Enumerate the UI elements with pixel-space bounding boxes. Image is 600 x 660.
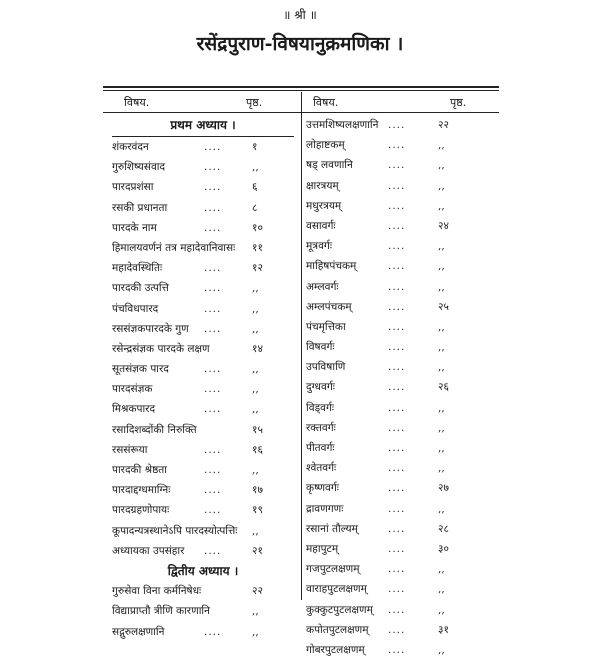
entry-page-number: ,, — [252, 302, 259, 315]
entry-title: मिश्रकपारद — [112, 403, 156, 416]
leader-dots: .... — [204, 403, 222, 416]
entry-page-number: ,, — [438, 280, 445, 293]
contents-entry — [306, 559, 496, 579]
entry-page-number: २२ — [438, 119, 449, 131]
leader-dots: .... — [388, 643, 406, 656]
contents-entry — [306, 196, 496, 216]
entry-title: शंकरवंदन — [112, 141, 149, 153]
entry-title: विद्याप्राप्तौ त्रीणि कारणानि — [112, 605, 210, 618]
entry-title: पंचविधपारद — [112, 302, 159, 315]
entry-page-number: ,, — [438, 643, 445, 656]
entry-title: कपोतपुटलक्षणम् — [306, 623, 369, 636]
entry-page-number: ६ — [252, 181, 258, 194]
leader-dots: .... — [388, 522, 406, 535]
leader-dots: .... — [204, 484, 222, 497]
entry-page-number: ,, — [438, 199, 445, 212]
entry-title: कुक्कुटपुटलक्षणम् — [306, 603, 373, 616]
contents-entry — [306, 600, 496, 620]
contents-entry — [306, 155, 496, 175]
entry-page-number: ,, — [438, 421, 445, 434]
contents-entry — [112, 601, 294, 621]
entry-title: मूत्रवर्गः — [306, 240, 332, 253]
leader-dots: .... — [204, 262, 222, 275]
leader-dots: .... — [388, 542, 406, 555]
chapter-heading-label: द्वितीय अध्याय । — [167, 563, 239, 578]
entry-page-number: ,, — [252, 363, 259, 376]
entry-page-number: ,, — [252, 464, 259, 476]
entry-page-number: ,, — [252, 282, 259, 295]
top-rule — [103, 86, 499, 88]
entry-page-number: ,, — [252, 383, 259, 396]
leader-dots: .... — [388, 219, 406, 232]
entry-page-number: २८ — [438, 522, 449, 535]
entry-title: विषवर्गः — [306, 341, 335, 354]
entry-title: श्वेतवर्गः — [306, 462, 337, 475]
entry-title: पारदकी श्रेष्ठता — [112, 464, 167, 476]
leader-dots: .... — [204, 141, 222, 153]
entry-page-number: ,, — [438, 462, 445, 475]
contents-entry — [112, 460, 294, 480]
contents-entry — [112, 339, 294, 359]
entry-page-number: १ — [252, 141, 258, 153]
leader-dots: .... — [388, 139, 406, 152]
entry-page-number: ११ — [252, 241, 263, 254]
entry-page-number: ८ — [252, 201, 258, 214]
leader-dots: .... — [204, 282, 222, 295]
entry-page-number: २१ — [252, 544, 263, 557]
entry-page-number: ,, — [438, 361, 445, 374]
entry-page-number: २४ — [438, 219, 449, 232]
entry-title: महापुटम् — [306, 542, 339, 555]
contents-entry — [306, 620, 496, 640]
contents-entry — [112, 480, 294, 500]
entry-title: रसानां तौल्यम् — [306, 522, 358, 535]
entry-title: पीतवर्गः — [306, 442, 335, 454]
entry-title: रसादिशब्दोंकी निरुक्ति — [112, 423, 197, 436]
page-title: रसेंद्रपुराण-विषयानुक्रमणिका । — [196, 33, 404, 55]
contents-entry — [112, 319, 294, 339]
right-subject-header: विषय. — [313, 96, 339, 109]
entry-title: पारदकी उत्पत्ति — [112, 282, 169, 295]
entry-page-number: ,, — [438, 442, 445, 454]
left-page-header: पृष्ठ. — [246, 96, 263, 109]
contents-entry — [306, 115, 496, 135]
leader-dots: .... — [204, 161, 222, 174]
leader-dots: .... — [388, 502, 406, 515]
entry-page-number: ,, — [438, 260, 445, 273]
contents-entry — [306, 337, 496, 357]
contents-entry — [306, 135, 496, 155]
top-rule-thin — [103, 90, 499, 91]
entry-page-number: २५ — [438, 300, 449, 313]
entry-title: मधुरत्रयम् — [306, 199, 342, 212]
leader-dots: .... — [204, 221, 222, 234]
entry-title: अध्यायका उपसंहार — [112, 544, 185, 557]
entry-title: विड्वर्गः — [306, 401, 335, 414]
entry-page-number: ,, — [438, 240, 445, 253]
left-subject-header: विषय. — [124, 96, 150, 109]
entry-title: रक्तवर्गः — [306, 421, 336, 434]
entry-page-number: ,, — [252, 625, 259, 638]
contents-entry — [306, 519, 496, 539]
leader-dots: .... — [204, 383, 222, 396]
entry-page-number: ,, — [438, 502, 445, 515]
entry-title: गोबरपुटलक्षणम् — [306, 643, 365, 656]
entry-title: अम्लपंचकम् — [306, 300, 352, 313]
contents-entry — [306, 377, 496, 397]
entry-title: पारदाद्दग्धमाग्निः — [112, 484, 171, 497]
entry-page-number: १४ — [252, 342, 263, 355]
entry-title: सद्गुरुलक्षणानि — [112, 625, 165, 638]
leader-dots: .... — [388, 119, 406, 131]
entry-title: महादेवस्थितिः — [112, 262, 163, 275]
entry-title: पारदप्रशंसा — [112, 181, 154, 194]
entry-page-number: ,, — [438, 401, 445, 414]
contents-entry — [306, 438, 496, 458]
entry-title: रससंज्ञकपारदके गुण — [112, 322, 189, 335]
entry-title: पारदके नाम — [112, 221, 157, 234]
entry-title: दुग्धवर्गः — [306, 381, 335, 394]
leader-dots: .... — [388, 623, 406, 636]
entry-title: पारदग्रहणोपायः — [112, 504, 170, 517]
leader-dots: .... — [204, 625, 222, 638]
contents-entry — [306, 317, 496, 337]
contents-entry — [112, 177, 294, 197]
entry-title: अम्लवर्गः — [306, 280, 339, 293]
contents-entry — [112, 359, 294, 379]
entry-page-number: ,, — [438, 341, 445, 354]
leader-dots: .... — [388, 421, 406, 434]
entry-title: वाराहपुटलक्षणम् — [306, 583, 367, 596]
contents-entry — [112, 198, 294, 218]
leader-dots: .... — [388, 482, 406, 495]
entry-page-number: १७ — [252, 484, 263, 497]
contents-entry — [112, 500, 294, 520]
leader-dots: .... — [204, 363, 222, 376]
entry-page-number: ,, — [438, 320, 445, 333]
contents-entry — [306, 418, 496, 438]
entry-page-number: ,, — [252, 322, 259, 335]
entry-title: कूपादन्यत्रस्थानेऽपि पारदस्योत्पत्तिः — [112, 524, 238, 537]
entry-page-number: २६ — [438, 381, 449, 394]
entry-page-number: ,, — [438, 179, 445, 192]
leader-dots: .... — [204, 544, 222, 557]
leader-dots: .... — [204, 181, 222, 194]
contents-entry — [112, 258, 294, 278]
entry-title: सूतसंज्ञक पारद — [112, 363, 169, 376]
leader-dots: .... — [388, 603, 406, 616]
contents-entry — [306, 236, 496, 256]
leader-dots: .... — [388, 260, 406, 273]
contents-entry — [112, 278, 294, 298]
leader-dots: .... — [388, 563, 406, 576]
right-page-header: पृष्ठ. — [450, 96, 467, 109]
leader-dots: .... — [388, 280, 406, 293]
contents-entry — [306, 398, 496, 418]
entry-title: क्षारत्रयम् — [306, 179, 339, 192]
contents-entry — [112, 218, 294, 238]
entry-page-number: १५ — [252, 423, 263, 436]
entry-title: पारदसंज्ञक — [112, 383, 153, 396]
leader-dots: .... — [388, 462, 406, 475]
entry-page-number: ,, — [252, 605, 259, 618]
entry-title: पंचमृत्तिका — [306, 320, 346, 333]
entry-page-number: ,, — [438, 563, 445, 576]
entry-page-number: ,, — [438, 159, 445, 172]
entry-page-number: १९ — [252, 504, 263, 517]
entry-title: द्रावणगणः — [306, 502, 344, 515]
entry-title: रससंरूया — [112, 443, 148, 456]
entry-page-number: २२ — [252, 585, 263, 598]
entry-title: रसेन्द्रसंज्ञक पारदके लक्षण — [112, 342, 210, 355]
left-contents-column — [112, 115, 294, 642]
entry-title: गजपुटलक्षणम् — [306, 563, 360, 576]
column-divider — [301, 92, 302, 600]
leader-dots: .... — [388, 401, 406, 414]
contents-entry — [112, 440, 294, 460]
entry-page-number: ,, — [438, 603, 445, 616]
contents-entry — [112, 137, 294, 157]
contents-entry — [306, 579, 496, 599]
leader-dots: .... — [388, 179, 406, 192]
contents-entry — [306, 357, 496, 377]
entry-title: हिमालयवर्णनं तत्र महादेवानिवासः — [112, 241, 236, 254]
contents-entry — [112, 379, 294, 399]
entry-page-number: ३१ — [438, 623, 449, 636]
contents-entry — [306, 277, 496, 297]
chapter-heading — [112, 115, 294, 137]
contents-entry — [306, 297, 496, 317]
entry-page-number: १६ — [252, 443, 263, 456]
contents-entry — [306, 176, 496, 196]
contents-entry — [112, 420, 294, 440]
entry-page-number: १० — [252, 221, 263, 234]
leader-dots: .... — [204, 302, 222, 315]
contents-entry — [112, 399, 294, 419]
leader-dots: .... — [204, 322, 222, 335]
leader-dots: .... — [388, 199, 406, 212]
contents-entry — [306, 478, 496, 498]
leader-dots: .... — [388, 361, 406, 374]
contents-entry — [112, 157, 294, 177]
entry-page-number: ,, — [252, 161, 259, 174]
entry-title: माहिषपंचकम् — [306, 260, 357, 273]
entry-title: रसकी प्रधानता — [112, 201, 168, 214]
contents-entry — [306, 640, 496, 660]
contents-entry — [306, 458, 496, 478]
leader-dots: .... — [204, 201, 222, 214]
entry-title: उपविषाणि — [306, 361, 346, 374]
entry-title: षड् लवणानि — [306, 159, 353, 172]
leader-dots: .... — [204, 443, 222, 456]
entry-page-number: ,, — [438, 583, 445, 596]
entry-title: कृष्णवर्गः — [306, 482, 339, 495]
leader-dots: .... — [388, 442, 406, 454]
entry-title: गुरुसेवा विना कर्मनिषेधः — [112, 585, 202, 598]
entry-title: वसावर्गः — [306, 219, 336, 232]
entry-page-number: १२ — [252, 262, 263, 275]
entry-title: लोहाष्टकम् — [306, 139, 345, 152]
chapter-heading — [112, 561, 294, 581]
contents-entry — [112, 622, 294, 642]
contents-entry — [112, 581, 294, 601]
leader-dots: .... — [388, 320, 406, 333]
entry-page-number: ,, — [252, 403, 259, 416]
leader-dots: .... — [204, 464, 222, 476]
leader-dots: .... — [388, 341, 406, 354]
contents-entry — [112, 521, 294, 541]
leader-dots: .... — [388, 583, 406, 596]
entry-title: उत्तमशिष्यलक्षणानि — [306, 119, 379, 131]
right-contents-column — [306, 115, 496, 660]
contents-entry — [112, 541, 294, 561]
entry-page-number: ३० — [438, 542, 449, 555]
entry-page-number: ,, — [252, 524, 259, 537]
contents-entry — [306, 256, 496, 276]
contents-entry — [306, 539, 496, 559]
contents-entry — [306, 499, 496, 519]
contents-entry — [306, 216, 496, 236]
entry-page-number: ,, — [438, 139, 445, 152]
leader-dots: .... — [388, 159, 406, 172]
invocation-mark: ॥ श्री ॥ — [283, 8, 317, 22]
entry-title: गुरुशिष्यसंवाद — [112, 161, 166, 174]
leader-dots: .... — [388, 381, 406, 394]
contents-entry — [112, 299, 294, 319]
leader-dots: .... — [204, 504, 222, 517]
entry-page-number: २७ — [438, 482, 449, 495]
leader-dots: .... — [388, 300, 406, 313]
contents-entry — [112, 238, 294, 258]
chapter-heading-label: प्रथम अध्याय । — [170, 118, 236, 132]
leader-dots: .... — [388, 240, 406, 253]
